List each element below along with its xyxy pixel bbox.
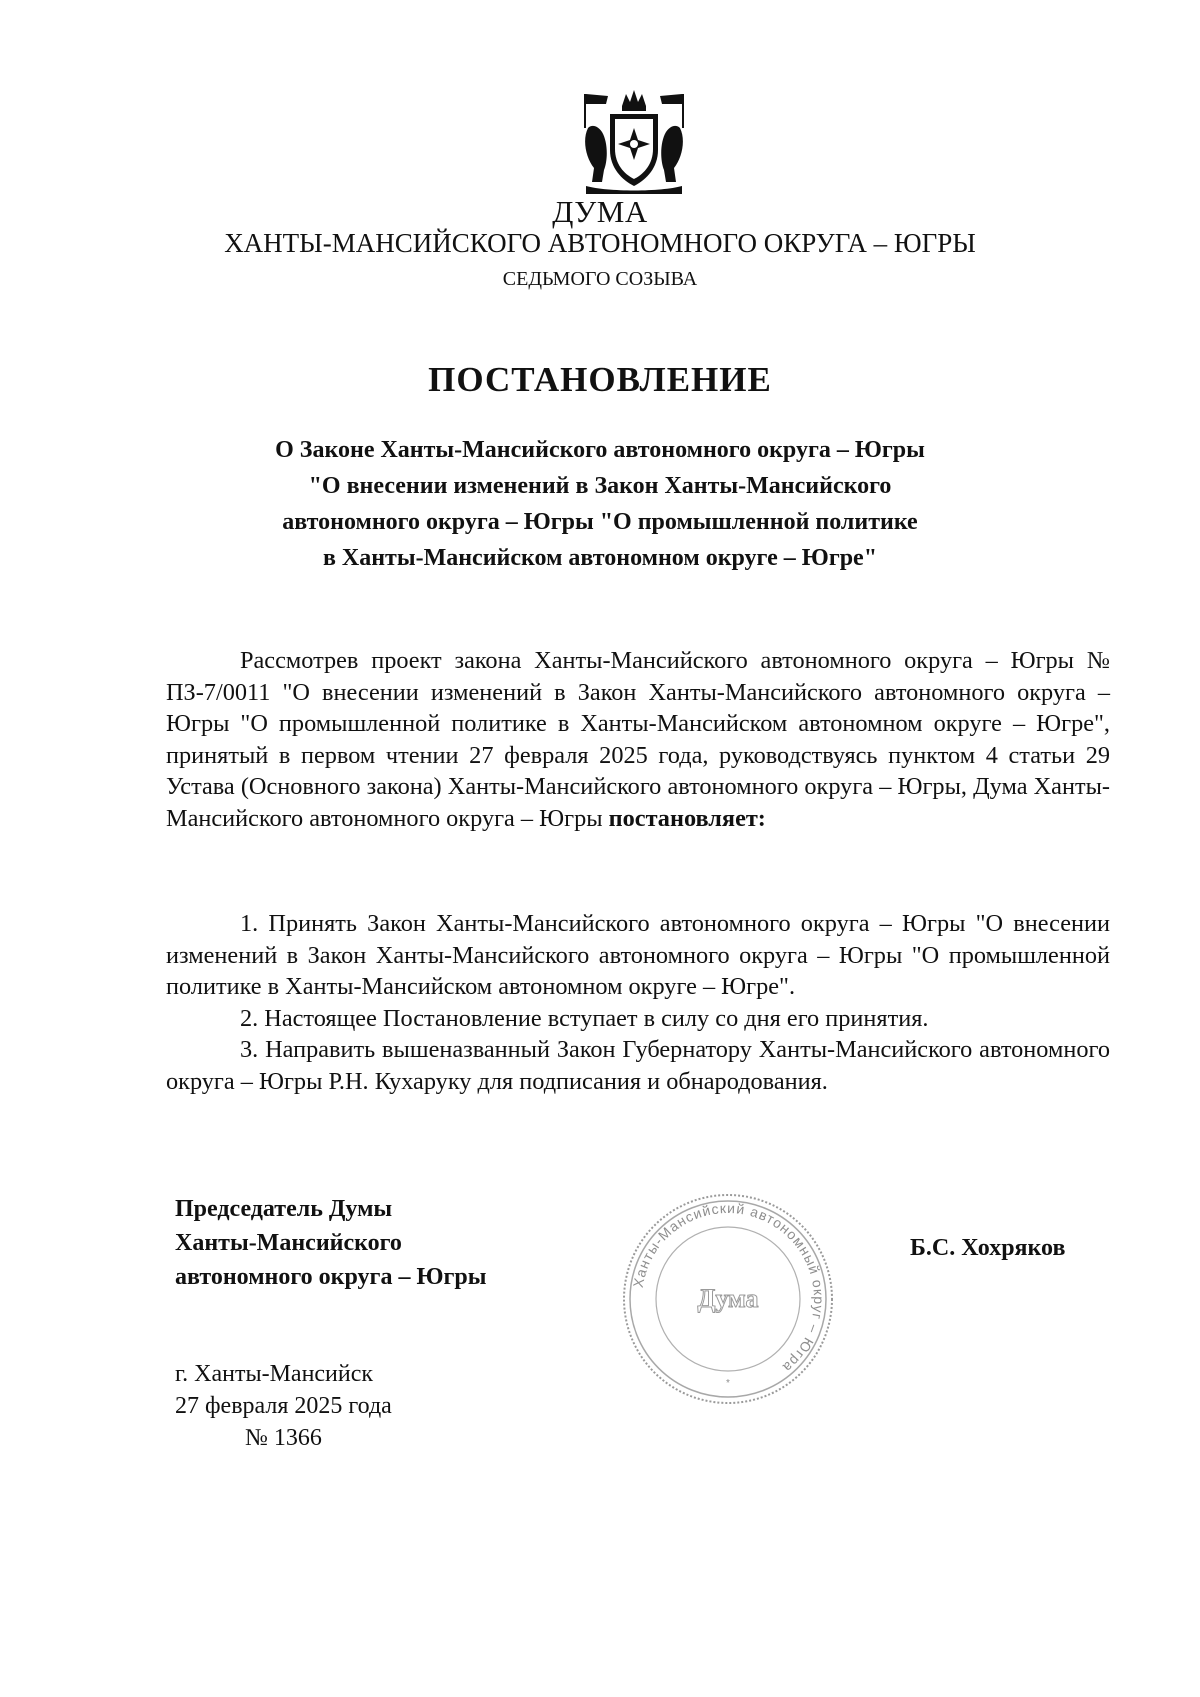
subject-line: О Законе Ханты-Мансийского автономного округа – Югры: [275, 437, 925, 463]
preamble-paragraph: [166, 645, 1110, 834]
seal-center-text: Дума: [697, 1284, 759, 1313]
signatory-title: [175, 1192, 486, 1294]
subject-line: в Ханты-Мансийском автономном округе – Югре": [322, 545, 878, 571]
signatory-title-line: Ханты-Мансийского: [175, 1230, 402, 1256]
coat-of-arms-icon: [578, 88, 690, 200]
resolution-item: 2. Настоящее Постановление вступает в силу со дня его принятия.: [240, 1004, 929, 1032]
document-number: № 1366: [245, 1425, 322, 1451]
resolves-keyword: постановляет:: [608, 804, 766, 832]
svg-text:*: *: [726, 1378, 730, 1389]
subject-line: "О внесении изменений в Закон Ханты-Мансийского: [308, 473, 892, 499]
convocation: СЕДЬМОГО СОЗЫВА: [502, 268, 698, 290]
resolution-items: [166, 908, 1110, 1097]
seal-ring-text: Ханты-Мансийский автономный округ – Югра: [629, 1199, 828, 1377]
document-date: 27 февраля 2025 года: [175, 1393, 392, 1419]
document-place: г. Ханты-Мансийск: [175, 1361, 374, 1387]
seal-stamp-icon: [619, 1190, 837, 1408]
signatory-title-line: Председатель Думы: [175, 1196, 393, 1222]
subject-line: автономного округа – Югры "О промышленной политике: [282, 509, 918, 535]
resolution-item: 3. Направить вышеназванный Закон Губернатору Ханты-Мансийского автономного округа – Югры Р.Н. Кухаруку для подписания и обнародования.: [166, 1036, 1110, 1095]
resolution-item: 1. Принять Закон Ханты-Мансийского автономного округа – Югры "О внесении изменений в Закон Ханты-Мансийского автономного округа – Югры "О промышленной политике в Ханты-Мансийском автономном округе – Югре".: [166, 910, 1110, 1000]
signer-name: Б.С. Хохряков: [910, 1235, 1066, 1261]
document-subject: [200, 432, 1000, 576]
signatory-title-line: автономного округа – Югры: [175, 1264, 487, 1290]
official-seal: [619, 1190, 837, 1408]
preamble-text: Рассмотрев проект закона Ханты-Мансийского автономного округа – Югры № ПЗ-7/0011 "О внесении изменений в Закон Ханты-Мансийского автономного округа – Югры "О промышленной политике в Ханты-Мансийском автономном округе – Югре", принятый в первом чтении 27 февраля 2025 года, руководствуясь пунктом 4 статьи 29 Устава (Основного закона) Ханты-Мансийского автономного округа – Югры, Дума Ханты-Мансийского автономного округа – Югры: [166, 647, 1110, 832]
document-place-date: [175, 1358, 392, 1454]
document-type: ПОСТАНОВЛЕНИЕ: [428, 360, 772, 399]
coat-of-arms-emblem: [578, 88, 690, 200]
org-name: ДУМА: [552, 194, 648, 229]
org-region: ХАНТЫ-МАНСИЙСКОГО АВТОНОМНОГО ОКРУГА – ЮГРЫ: [224, 228, 976, 258]
